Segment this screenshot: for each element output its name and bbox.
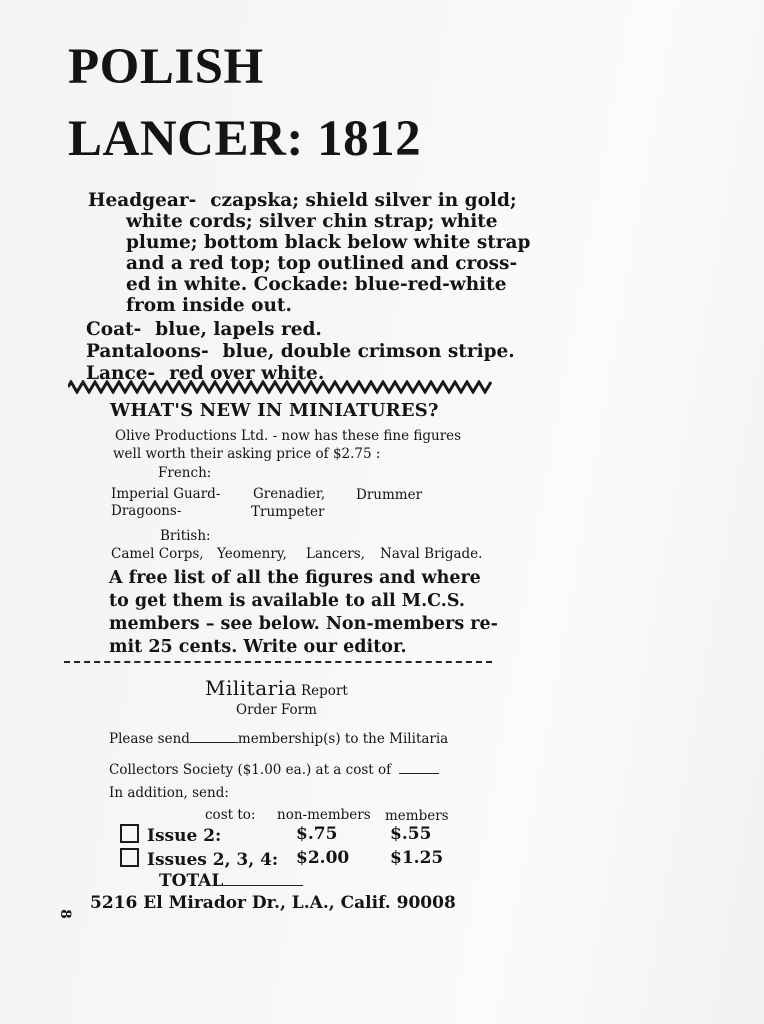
headgear-text-line: from inside out.	[126, 295, 292, 316]
issues-234-checkbox[interactable]	[120, 848, 139, 867]
cost-blank[interactable]	[399, 773, 439, 774]
form-brand	[205, 676, 348, 700]
form-text: membership(s) to the Militaria	[237, 731, 449, 747]
price-non-member: $.75	[296, 824, 338, 844]
lance-text: red over white.	[169, 363, 325, 384]
order-row	[120, 848, 278, 870]
french-item: Trumpeter	[251, 504, 325, 520]
coat-line	[86, 320, 322, 341]
free-list-line: mit 25 cents. Write our editor.	[109, 637, 407, 657]
membership-count-blank[interactable]	[190, 742, 238, 743]
page-title-line1: POLISH	[68, 39, 264, 95]
page-number: 8	[56, 909, 73, 919]
free-list-line: members – see below. Non-members re-	[109, 614, 498, 634]
form-text: Please send	[109, 731, 190, 747]
headgear-text-line: plume; bottom black below white strap	[126, 232, 531, 253]
militaria-brand: Militaria	[205, 676, 298, 700]
british-item: Naval Brigade.	[380, 546, 483, 562]
headgear-text-line: ed in white. Cockade: blue-red-white	[126, 274, 507, 295]
french-label: French:	[158, 465, 212, 481]
form-line-2	[109, 762, 439, 778]
british-item: Camel Corps,	[111, 546, 204, 562]
order-row-label: Issue 2:	[147, 826, 222, 846]
free-list-line: to get them is available to all M.C.S.	[109, 591, 465, 611]
col-header: non-members	[277, 807, 371, 823]
dashed-divider	[64, 661, 492, 663]
french-item: Drummer	[356, 487, 423, 503]
page-title-line2: LANCER: 1812	[68, 111, 422, 167]
order-row-label: Issues 2, 3, 4:	[147, 850, 279, 870]
lance-label: Lance-	[86, 363, 156, 384]
form-subtitle: Order Form	[236, 702, 317, 718]
british-item: Yeomenry,	[217, 546, 287, 562]
french-item: Grenadier,	[253, 486, 326, 502]
pantaloons-line	[86, 342, 515, 363]
coat-text: blue, lapels red.	[155, 319, 322, 340]
news-intro-line: well worth their asking price of $2.75 :	[113, 446, 381, 462]
wavy-divider	[68, 380, 492, 394]
total-blank[interactable]	[223, 885, 303, 886]
headgear-text-line: white cords; silver chin strap; white	[126, 211, 498, 232]
british-item: Lancers,	[306, 546, 365, 562]
price-non-member: $2.00	[296, 848, 350, 868]
british-label: British:	[160, 528, 211, 544]
pantaloons-label: Pantaloons-	[86, 341, 209, 362]
report-label: Report	[301, 683, 348, 699]
french-item: Imperial Guard-	[111, 486, 221, 502]
address: 5216 El Mirador Dr., L.A., Calif. 90008	[90, 893, 456, 913]
col-header: members	[385, 808, 449, 824]
form-text: Collectors Society ($1.00 ea.) at a cost of	[109, 762, 392, 778]
headgear-line	[88, 191, 517, 212]
coat-label: Coat-	[86, 319, 142, 340]
news-intro-line: Olive Productions Ltd. - now has these fine figures	[115, 428, 462, 444]
french-item: Dragoons-	[111, 503, 182, 519]
news-heading: WHAT'S NEW IN MINIATURES?	[110, 400, 439, 421]
form-line-3: In addition, send:	[109, 785, 229, 801]
headgear-text: czapska; shield silver in gold;	[210, 190, 517, 211]
pantaloons-text: blue, double crimson stripe.	[222, 341, 515, 362]
price-member: $1.25	[390, 848, 444, 868]
free-list-line: A free list of all the figures and where	[109, 568, 481, 588]
headgear-text-line: and a red top; top outlined and cross-	[126, 253, 518, 274]
total-line	[159, 871, 303, 891]
issue-2-checkbox[interactable]	[120, 824, 139, 843]
total-label: TOTAL	[159, 871, 224, 891]
form-line-1	[109, 731, 448, 747]
headgear-label: Headgear-	[88, 190, 197, 211]
col-header: cost to:	[205, 807, 256, 823]
price-member: $.55	[390, 824, 432, 844]
order-row	[120, 824, 221, 846]
